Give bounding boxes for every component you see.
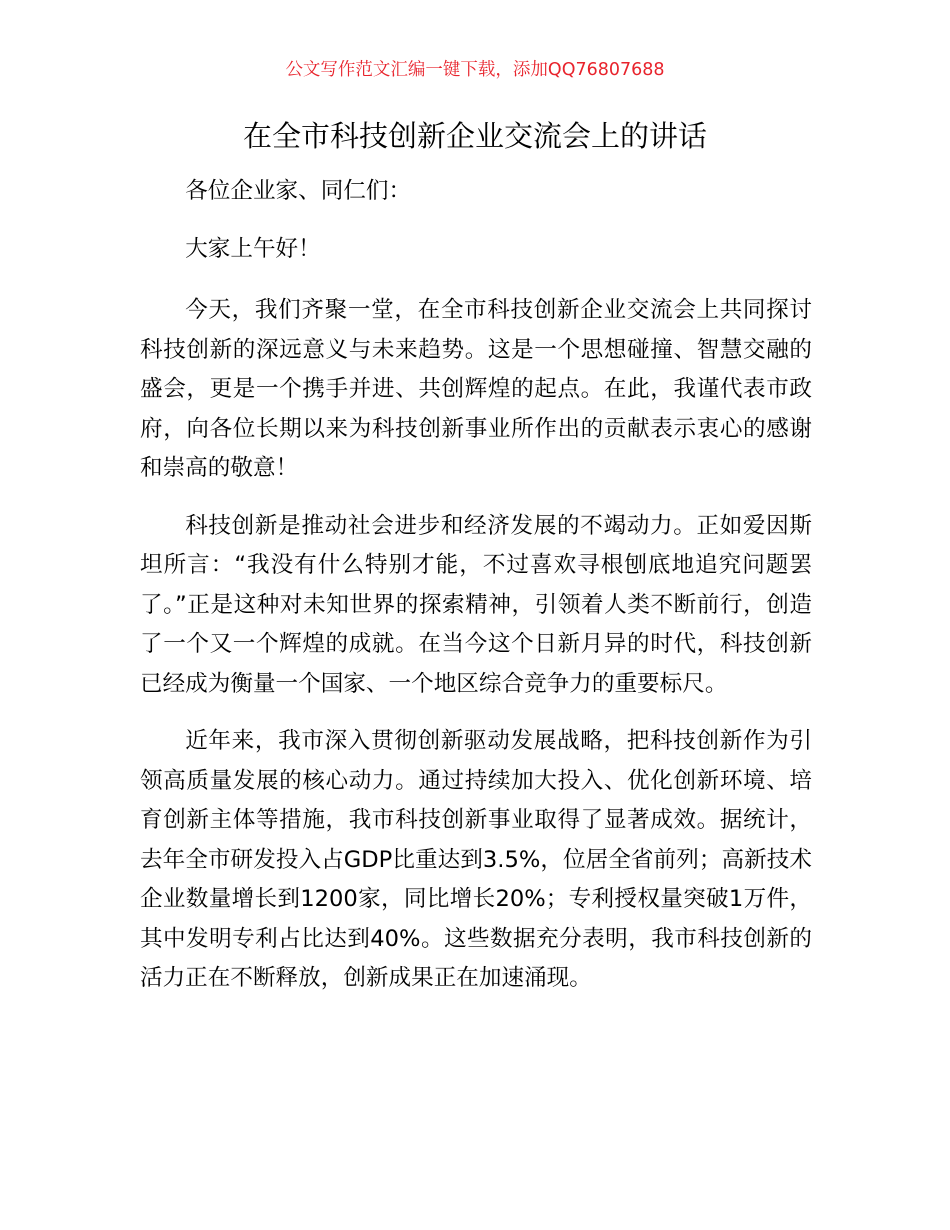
document-body xyxy=(140,172,812,1017)
paragraph-innovation-driver: 科技创新是推动社会进步和经济发展的不竭动力。正如爱因斯坦所言：“我没有什么特别才能，不过喜欢寻根刨底地追究问题罢了。”正是这种对未知世界的探索精神，引领着人类不断前行，创造了一个又一个辉煌的成就。在当今这个日新月异的时代，科技创新已经成为衡量一个国家、一个地区综合竞争力的重要标尺。 xyxy=(140,512,812,697)
download-promo-text: 公文写作范文汇编一键下载，添加QQ76807688 xyxy=(285,60,665,80)
paragraph-opening: 今天，我们齐聚一堂，在全市科技创新企业交流会上共同探讨科技创新的深远意义与未来趋势。这是一个思想碰撞、智慧交融的盛会，更是一个携手并进、共创辉煌的起点。在此，我谨代表市政府，向各位长期以来为科技创新事业所作出的贡献表示衷心的感谢和崇高的敬意！ xyxy=(140,297,812,481)
document-title: 在全市科技创新企业交流会上的讲话 xyxy=(242,119,707,153)
greeting: 大家上午好！ xyxy=(185,235,321,262)
salutation: 各位企业家、同仁们： xyxy=(185,178,412,204)
paragraph-achievements: 近年来，我市深入贯彻创新驱动发展战略，把科技创新作为引领高质量发展的核心动力。通过持续加大投入、优化创新环境、培育创新主体等措施，我市科技创新事业取得了显著成效。据统计，去年全市研发投入占GDP比重达到3.5%，位居全省前列；高新技术企业数量增长到1200家，同比增长20%；专利授权量突破1万件，其中发明专利占比达到40%。这些数据充分表明，我市科技创新的活力正在不断释放，创新成果正在加速涌现。 xyxy=(140,728,812,991)
